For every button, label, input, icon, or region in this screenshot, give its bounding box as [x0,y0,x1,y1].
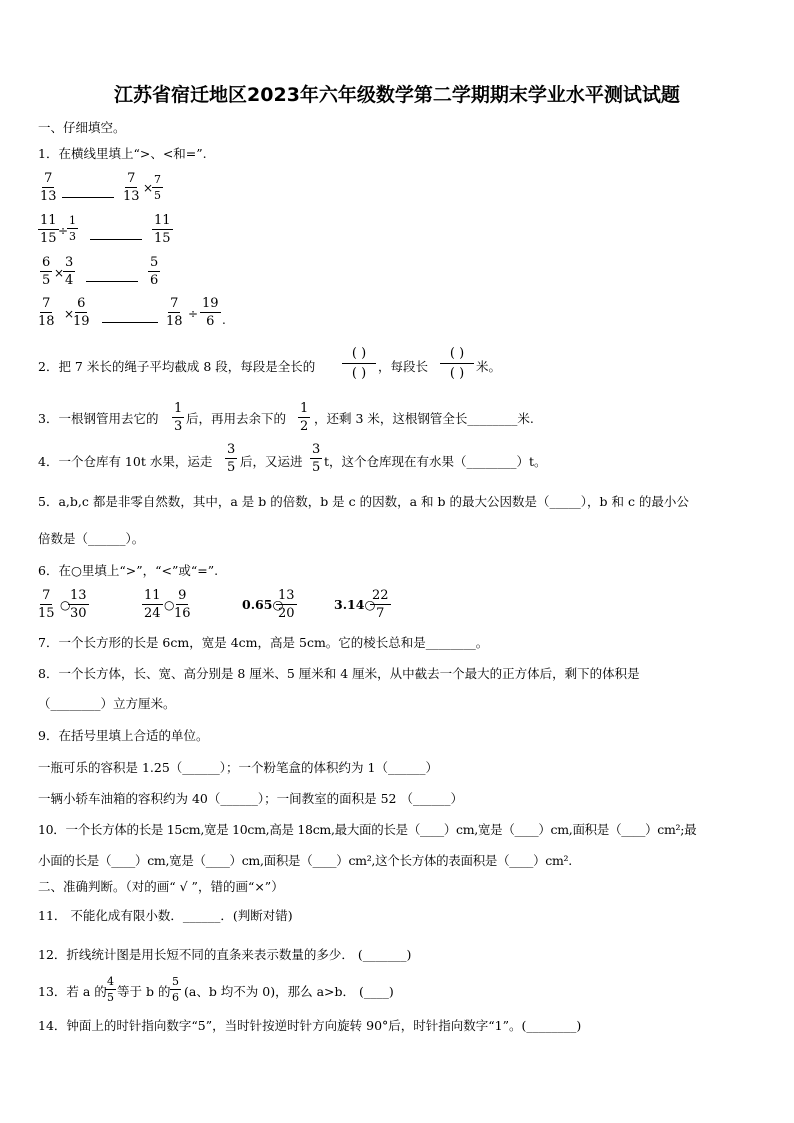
question-10-text: 10．一个长方体的长是 15cm,宽是 10cm,高是 18cm,最大面的长是（____）cm,宽是（____）cm,面积是（____）cm²;最 [38,822,697,837]
question-2-text: 2．把 7 米长的绳子平均截成 8 段，每段是全长的 [38,359,316,374]
question-4-text: t，这个仓库现在有水果（________）t。 [324,454,547,469]
fraction: $\frac{5}{6}$ [172,975,179,1004]
question-3-text: 3．一根钢管用去它的 [38,411,159,426]
operator: ÷ [58,224,69,238]
answer-blank[interactable] [86,281,138,282]
fraction: $\frac{7}{13}$ [123,171,140,204]
answer-blank[interactable] [62,197,114,198]
fraction: $\frac{4}{5}$ [107,975,114,1004]
operator: × [64,307,75,321]
question-6-label: 6．在○里填上“>”，“<”或“=”. [38,563,219,578]
question-14-text: 14．钟面上的时针指向数字“5”，当时针按逆时针方向旋转 90°后，时针指向数字“1”。(________) [38,1018,582,1033]
answer-fraction-blank[interactable]: ( ) ( ) [440,347,474,380]
question-2-text: 米。 [476,359,502,374]
fraction: $\frac{7}{18}$ [38,296,55,329]
fraction: $\frac{1}{2}$ [300,401,309,434]
operator: × [54,266,65,280]
fraction: $\frac{7}{5}$ [154,173,161,202]
fraction: $\frac{1}{3}$ [69,214,76,243]
fraction: $\frac{6}{5}$ [42,255,51,288]
question-9-text: 一瓶可乐的容积是 1.25（______）；一个粉笔盒的体积约为 1（______） [38,760,438,775]
fraction: $\frac{7}{13}$ [40,171,57,204]
question-12-text: 12．折线统计图是用长短不同的直条来表示数量的多少． (_______) [38,947,412,962]
question-13-text: 等于 b 的 [117,984,171,999]
question-10-text: 小面的长是（____）cm,宽是（____）cm,面积是（____）cm²,这个长方体的表面积是（____）cm². [38,853,572,868]
question-4-text: 后，又运进 [240,454,303,469]
fraction: $\frac{9}{16}$ [174,588,191,621]
question-9-label: 9．在括号里填上合适的单位。 [38,728,209,743]
fraction: $\frac{7}{18}$ [166,296,183,329]
question-4-text: 4．一个仓库有 10t 水果，运走 [38,454,213,469]
fraction: $\frac{3}{4}$ [65,255,74,288]
fraction: $\frac{19}{6}$ [202,296,219,329]
answer-blank[interactable] [90,239,142,240]
fraction: $\frac{5}{6}$ [150,255,159,288]
operator: ÷ [188,307,199,321]
question-2-text: ，每段长 [378,359,429,374]
period: . [222,313,226,327]
question-1-label: 1．在横线里填上“>、<和=”. [38,146,207,161]
question-13-text: (a、b 均不为 0)，那么 a>b． (____) [184,984,394,999]
question-5-text: 5．a,b,c 都是非零自然数，其中，a 是 b 的倍数，b 是 c 的因数，a 和 b 的最大公因数是（_____），b 和 c 的最小公 [38,494,689,509]
fraction: $\frac{7}{15}$ [38,588,55,621]
fraction: $\frac{3}{5}$ [227,442,236,475]
fraction: $\frac{6}{19}$ [73,296,90,329]
operator: × [143,181,154,195]
compare-item: 0.65○ [242,597,284,612]
question-3-text: ，还剩 3 米，这根钢管全长________米. [314,411,534,426]
answer-blank[interactable] [102,322,158,323]
fraction: $\frac{13}{20}$ [278,588,295,621]
question-8-text: 8．一个长方体，长、宽、高分别是 8 厘米、5 厘米和 4 厘米，从中截去一个最大的正方体后，剩下的体积是 [38,666,640,681]
fraction: $\frac{13}{30}$ [70,588,87,621]
question-7-text: 7．一个长方形的长是 6cm，宽是 4cm，高是 5cm。它的棱长总和是________。 [38,635,489,650]
question-9-text: 一辆小轿车油箱的容积约为 40（______）；一间教室的面积是 52 （______） [38,791,463,806]
fraction: $\frac{11}{15}$ [40,213,57,246]
compare-circle[interactable]: ○ [60,598,71,612]
fraction: $\frac{11}{24}$ [144,588,161,621]
compare-item: 3.14○ [334,597,376,612]
answer-fraction-blank[interactable]: ( ) ( ) [342,347,376,380]
section-heading-fill: 一、仔细填空。 [38,120,126,135]
fraction: $\frac{1}{3}$ [174,401,183,434]
section-heading-judge: 二、准确判断。（对的画“ √ ”，错的画“×”） [38,879,284,894]
fraction: $\frac{11}{15}$ [154,213,171,246]
question-3-text: 后，再用去余下的 [186,411,287,426]
question-11-text: 11． 不能化成有限小数．______．(判断对错) [38,908,293,923]
question-13-text: 13．若 a 的 [38,984,107,999]
question-5-text: 倍数是（______）。 [38,531,145,546]
compare-circle[interactable]: ○ [164,598,175,612]
page-title: 江苏省宿迁地区2023年六年级数学第二学期期末学业水平测试试题 [114,84,680,106]
fraction: $\frac{22}{7}$ [372,588,389,621]
question-8-text: （________）立方厘米。 [38,696,176,711]
fraction: $\frac{3}{5}$ [312,442,321,475]
